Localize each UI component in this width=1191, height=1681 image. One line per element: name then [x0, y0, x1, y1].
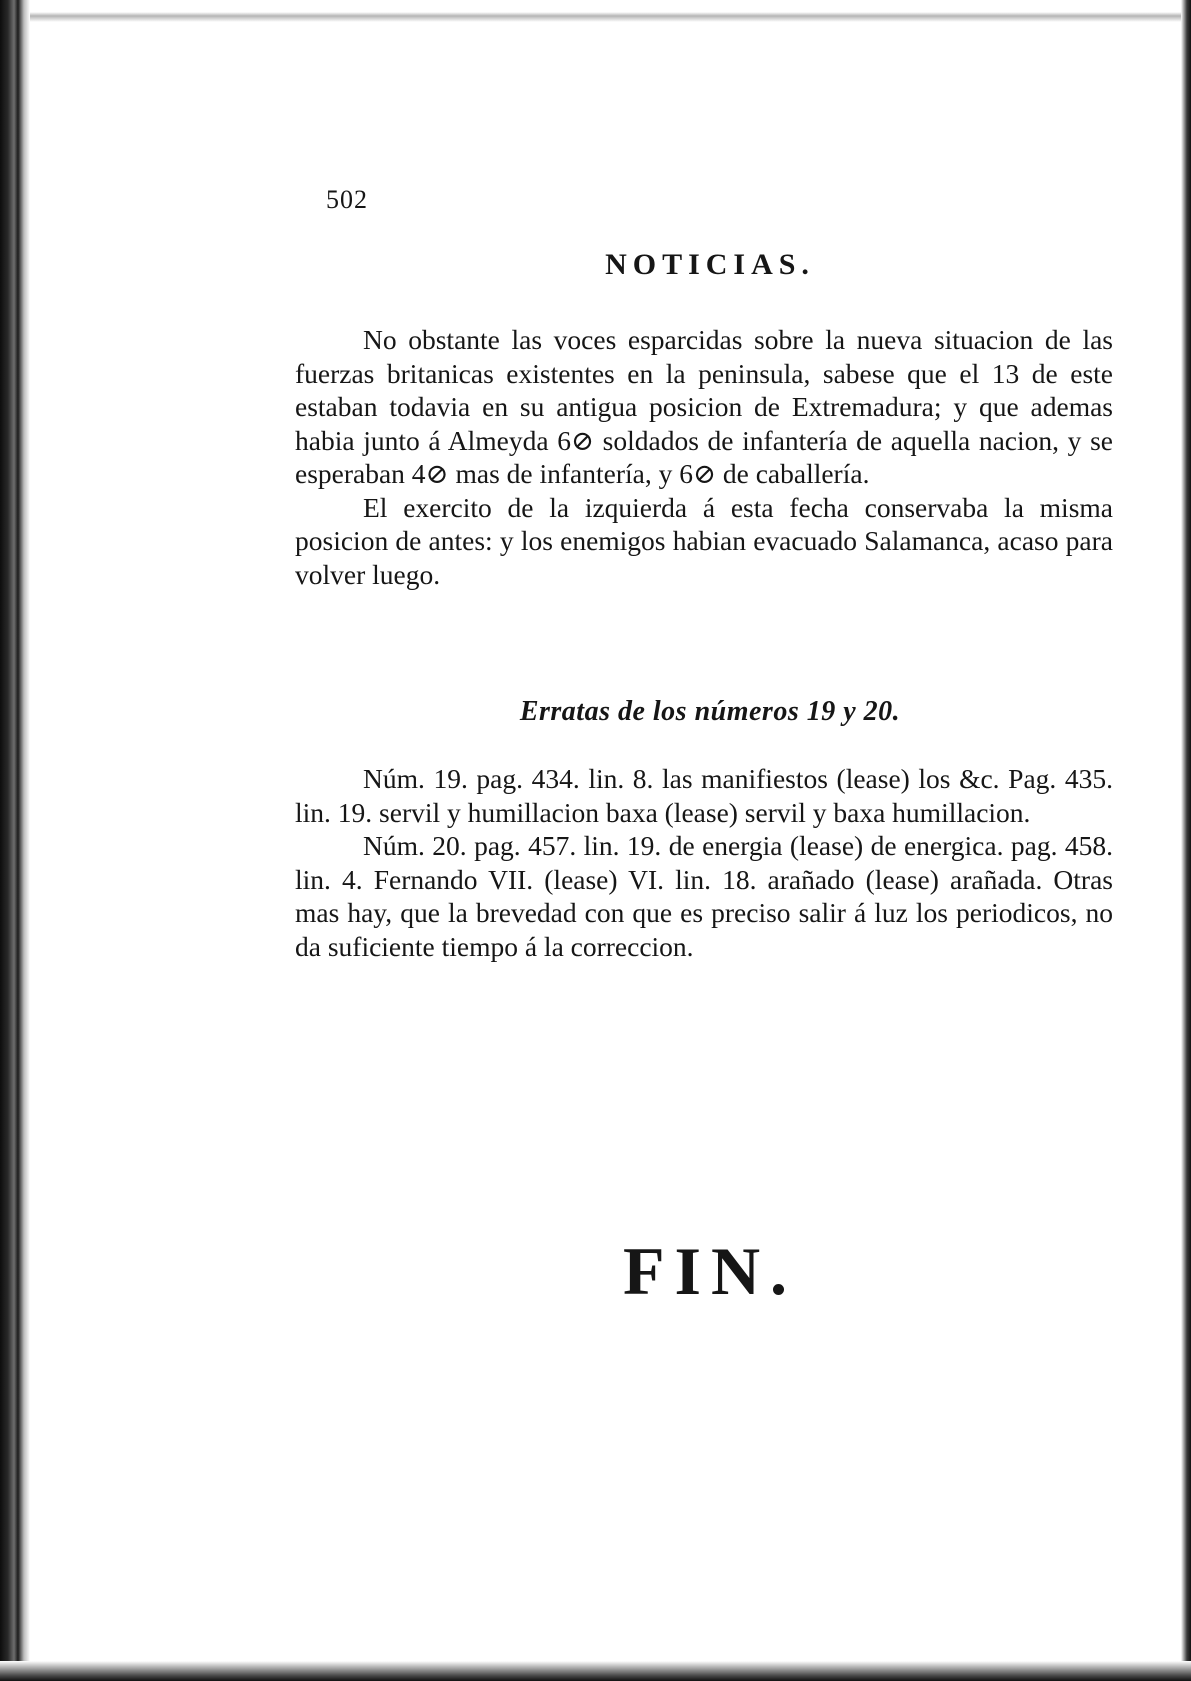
errata-paragraph-1: Núm. 19. pag. 434. lin. 8. las manifiestos (lease) los &c. Pag. 435. lin. 19. servil y humillacion baxa (lease) servil y baxa humillacion.: [295, 763, 1113, 828]
page-number: 502: [326, 185, 368, 214]
errata-paragraph-2: Núm. 20. pag. 457. lin. 19. de energia (lease) de energica. pag. 458. lin. 4. Fernando VII. (lease) VI. lin. 18. arañado (lease) arañada. Otras mas hay, que la brevedad con que es preciso salir á luz los periodicos, no da suficiente tiempo á la correccion.: [295, 830, 1113, 962]
fin-closing: FIN.: [622, 1233, 798, 1309]
book-spine-edge: [0, 0, 30, 1681]
section-title: NOTICIAS.: [605, 248, 815, 281]
page-edge-bottom: [0, 1661, 1191, 1681]
errata-body: [295, 762, 1113, 963]
news-body: [295, 323, 1113, 591]
page-edge-right: [1181, 0, 1191, 1681]
news-paragraph-1: No obstante las voces esparcidas sobre la nueva situacion de las fuerzas britanicas existentes en la peninsula, sabese que el 13 de este estaban todavia en su antigua posicion de Extremadura; y que ademas habia junto á Almeyda 6⊘ soldados de infantería de aquella nacion, y se esperaban 4⊘ mas de infantería, y 6⊘ de caballería.: [295, 324, 1113, 489]
page-edge-top: [0, 0, 1191, 22]
news-paragraph-2: El exercito de la izquierda á esta fecha conservaba la misma posicion de antes: y los enemigos habian evacuado Salamanca, acaso para volver luego.: [295, 491, 1113, 590]
errata-heading: Erratas de los números 19 y 20.: [519, 696, 901, 727]
